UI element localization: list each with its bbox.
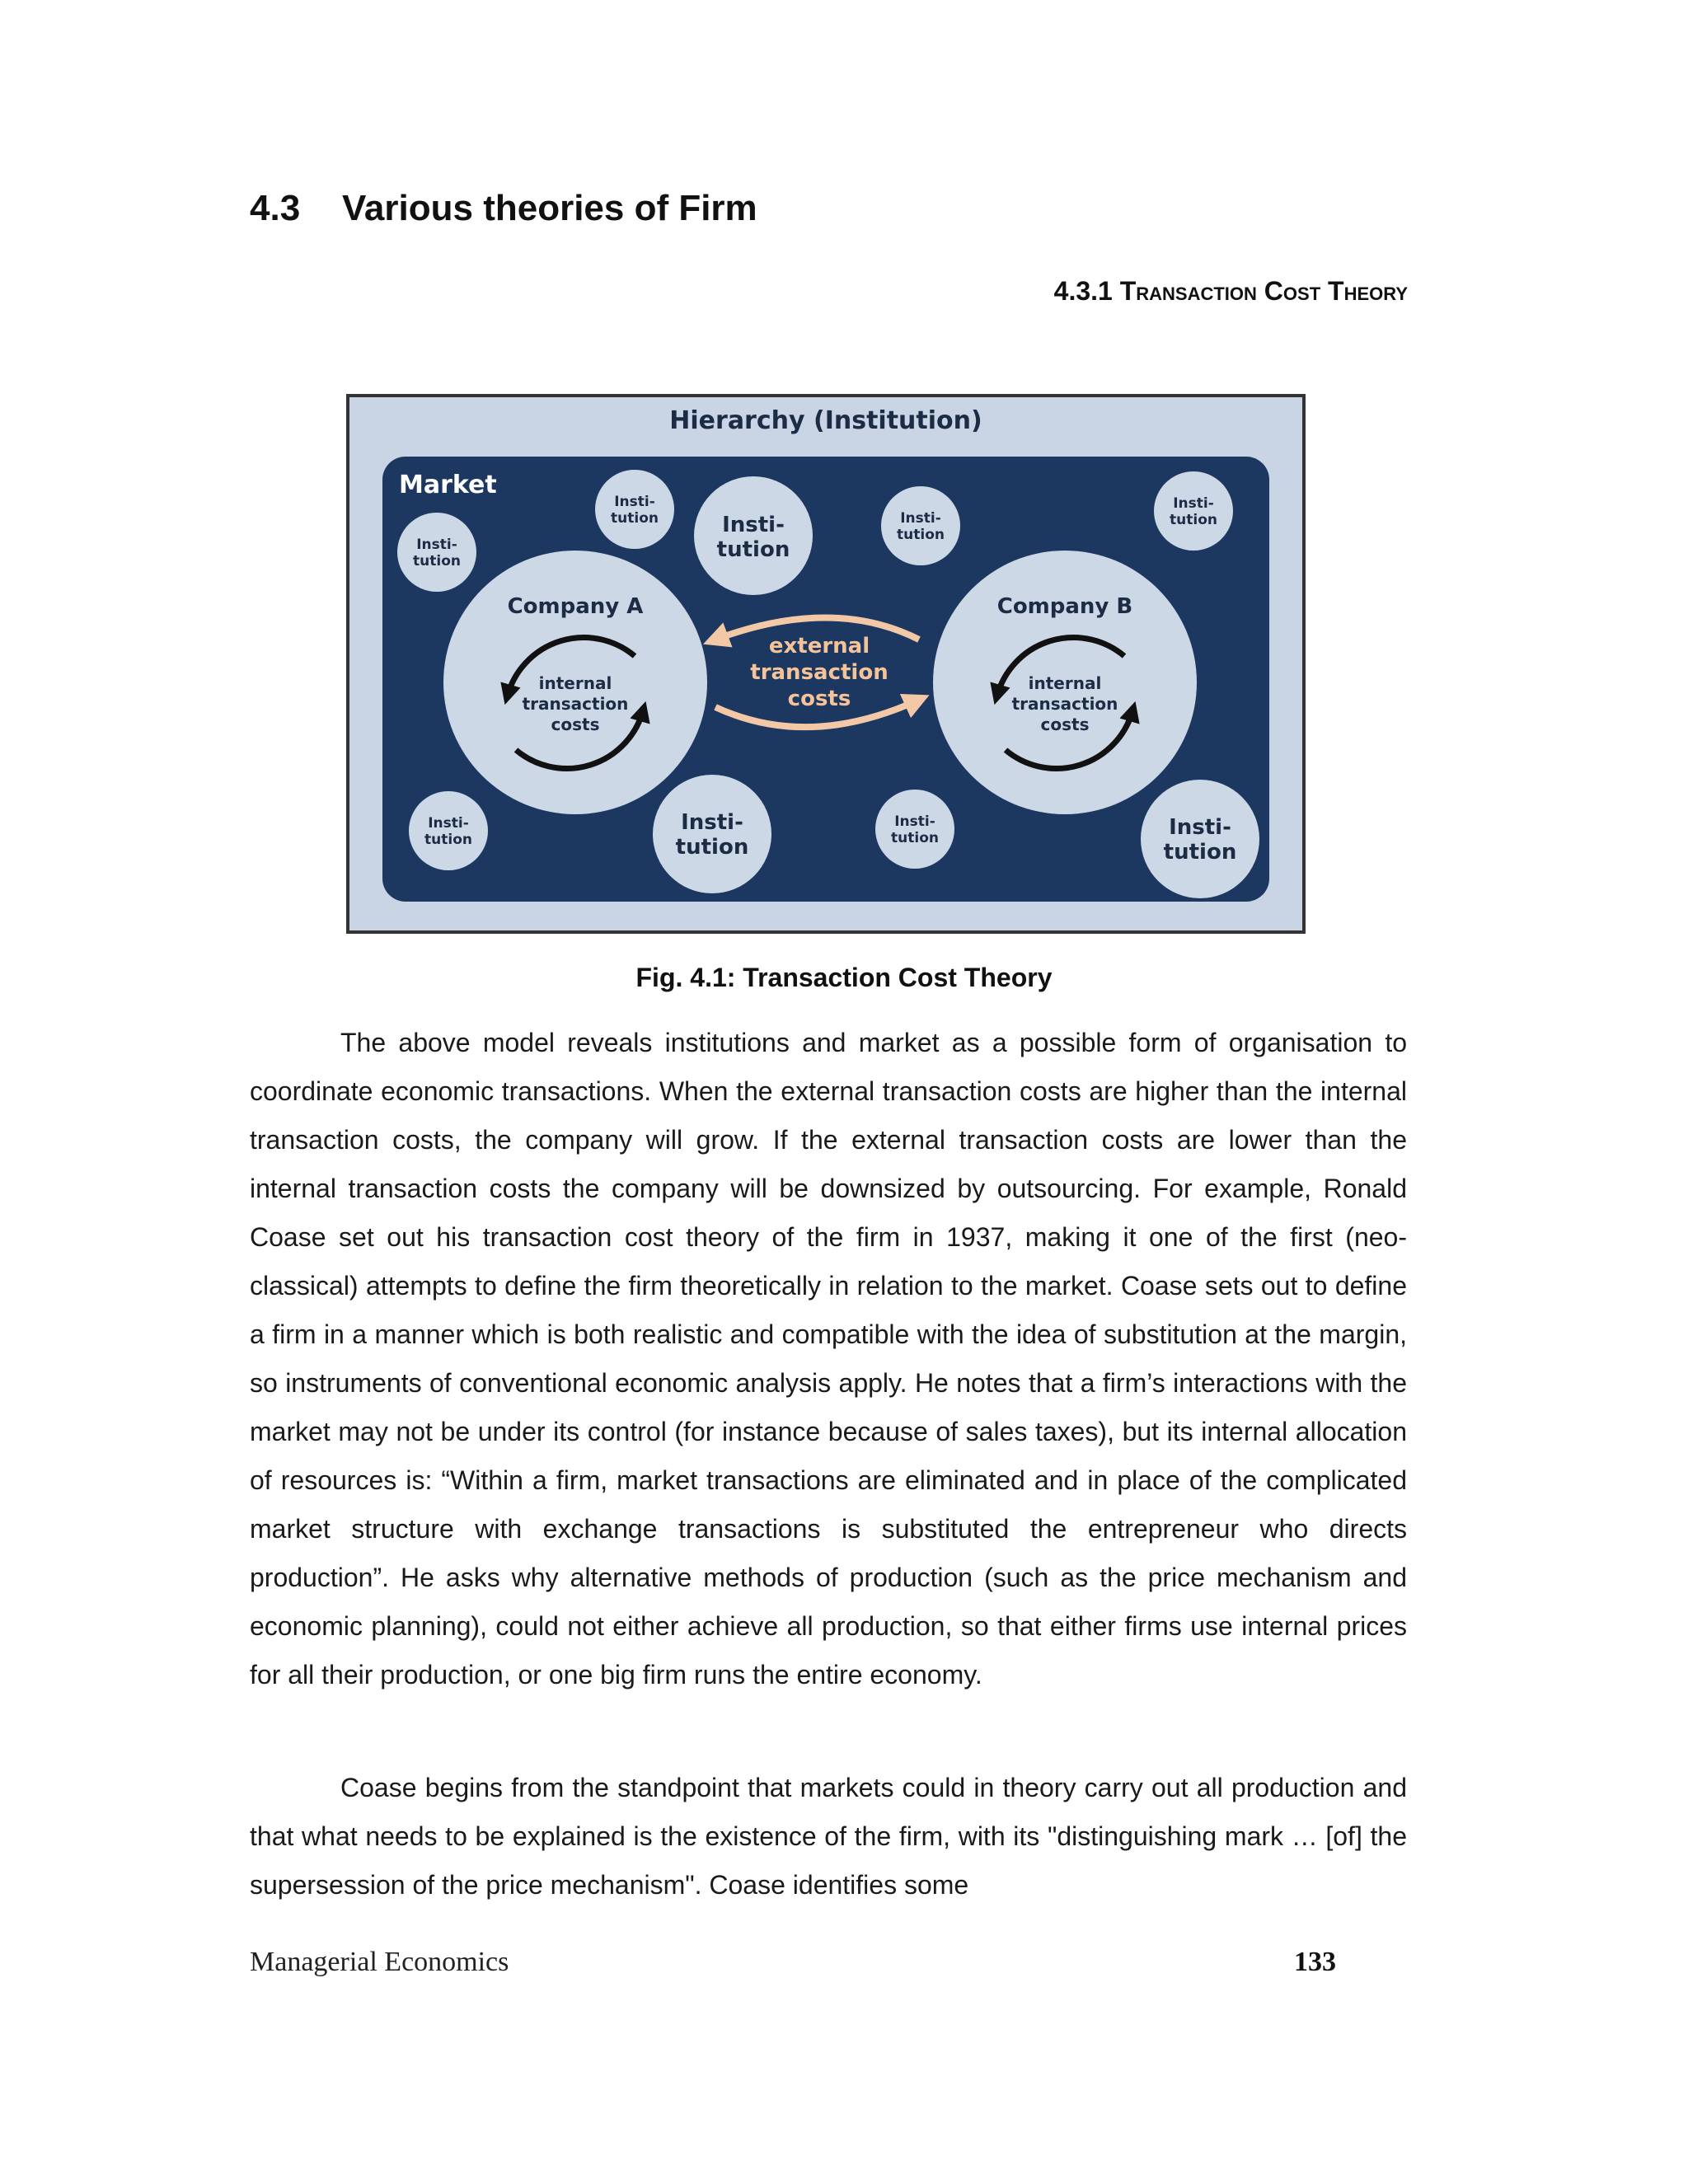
svg-text:Insti-: Insti- [722, 513, 785, 537]
svg-text:tution: tution [675, 835, 749, 860]
svg-text:transaction: transaction [522, 694, 629, 714]
section-number: 4.3 [250, 188, 301, 228]
company-a-label: Company A [507, 594, 644, 619]
transaction-cost-diagram [346, 394, 1306, 934]
external-costs-line-1: external [768, 634, 870, 658]
institution-small-1 [397, 513, 476, 592]
company-a [443, 551, 707, 814]
institution-large-2 [653, 775, 771, 893]
svg-text:Insti-: Insti- [428, 815, 469, 832]
external-costs-line-2: transaction [750, 660, 889, 685]
institution-small-3 [881, 486, 960, 565]
svg-text:costs: costs [1040, 715, 1090, 734]
svg-text:tution: tution [1163, 840, 1237, 865]
svg-text:Insti-: Insti- [894, 813, 935, 830]
hierarchy-label: Hierarchy (Institution) [669, 406, 982, 435]
svg-text:tution: tution [611, 510, 659, 527]
transaction-cost-figure [346, 394, 1306, 934]
svg-text:tution: tution [413, 553, 461, 569]
external-costs-line-3: costs [787, 687, 851, 711]
institution-large-1 [694, 476, 813, 595]
svg-text:tution: tution [424, 832, 472, 848]
svg-text:Insti-: Insti- [900, 510, 941, 527]
svg-text:tution: tution [891, 830, 939, 846]
svg-text:internal: internal [1028, 673, 1102, 693]
svg-text:Insti-: Insti- [416, 537, 457, 553]
svg-text:Insti-: Insti- [614, 494, 655, 510]
institution-large-3 [1141, 780, 1259, 898]
svg-text:tution: tution [897, 527, 945, 543]
footer-page-number: 133 [1294, 1947, 1336, 1977]
company-b [933, 551, 1197, 814]
institution-small-6 [875, 790, 954, 869]
institution-small-5 [409, 791, 488, 870]
institution-small-4 [1154, 471, 1233, 551]
svg-text:tution: tution [1170, 512, 1217, 528]
svg-text:costs: costs [551, 715, 600, 734]
section-title: Various theories of Firm [342, 188, 757, 228]
svg-text:tution: tution [716, 537, 790, 562]
svg-text:Insti-: Insti- [1169, 815, 1231, 840]
figure-caption: Fig. 4.1: Transaction Cost Theory [635, 963, 1053, 992]
svg-text:transaction: transaction [1011, 694, 1118, 714]
section-heading [250, 188, 757, 229]
market-label: Market [399, 471, 497, 499]
company-b-label: Company B [996, 594, 1133, 619]
svg-text:Insti-: Insti- [681, 810, 743, 835]
footer-book-title: Managerial Economics [250, 1947, 509, 1977]
institution-small-2 [595, 470, 674, 549]
svg-text:internal: internal [538, 673, 612, 693]
body-paragraph-1: The above model reveals institutions and market as a possible form of organisation to coordinate economic transactions. When the external transaction costs are higher than the internal transaction costs, the company will grow. If the external transaction costs are lower than the internal transaction costs the company will be downsized by outsourcing. For example, Ronald Coase set out his transaction cost theory of the firm in 1937, making it one of the first (neo-classical) attempts to define the firm theoretically in relation to the market. Coase sets out to define a firm in a manner which is both realistic and compatible with the idea of substitution at the margin, so instruments of conventional economic analysis apply. He notes that a firm’s interactions with the market may not be under its control (for instance because of sales taxes), but its internal allocation of resources is: “Within a firm, market transactions are eliminated and in place of the complicated market structure with exchange transactions is substituted the entrepreneur who directs production”. He asks why alternative methods of production (such as the price mechanism and economic planning), could not either achieve all production, so that either firms use internal prices for all their production, or one big firm runs the entire economy. [250, 1028, 1407, 1690]
subsection-heading: 4.3.1 Transaction Cost Theory [1053, 276, 1408, 306]
svg-text:Insti-: Insti- [1173, 495, 1214, 512]
body-paragraph-2: Coase begins from the standpoint that markets could in theory carry out all production and that what needs to be explained is the existence of the firm, with its "distinguishing mark … [of] the supersession of the price mechanism". Coase identifies some [250, 1773, 1407, 1900]
